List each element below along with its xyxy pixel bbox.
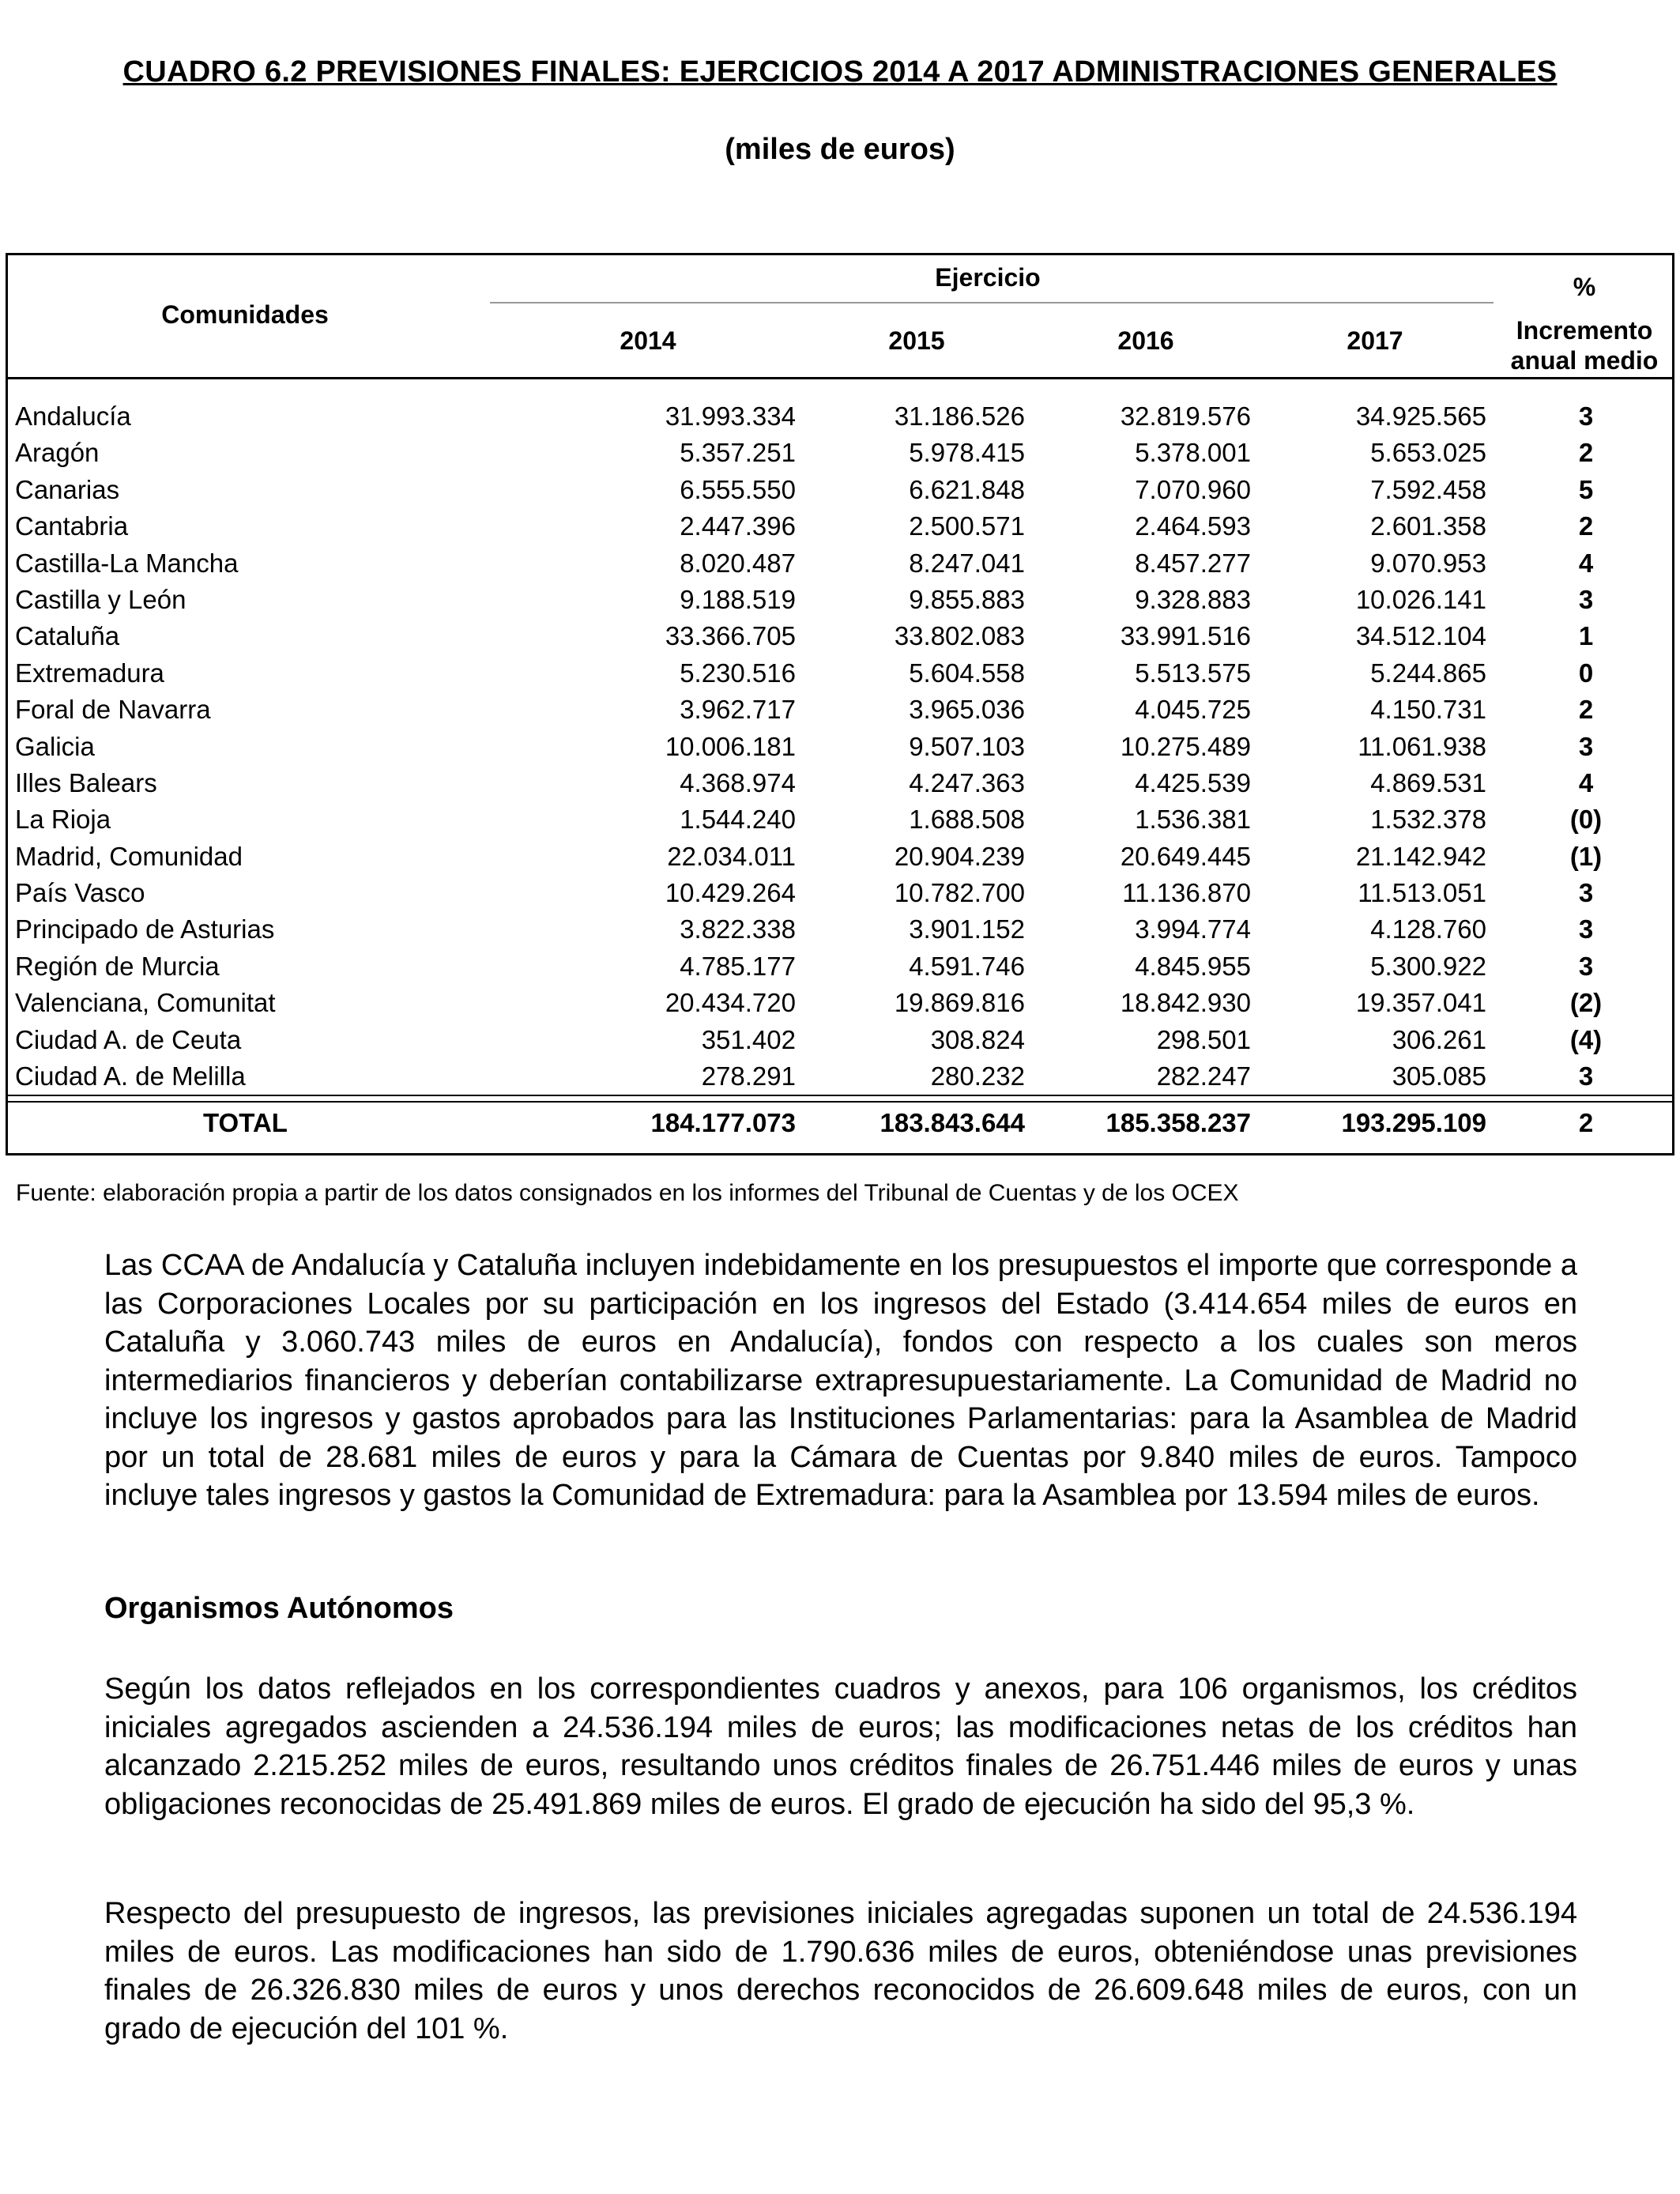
header-year-2014: 2014 bbox=[620, 326, 676, 355]
row-value-2016: 8.457.277 bbox=[1135, 548, 1251, 578]
row-name: Castilla-La Mancha bbox=[15, 548, 239, 578]
row-value-2014: 4.368.974 bbox=[680, 767, 796, 797]
table-row bbox=[6, 986, 1674, 1022]
row-value-2014: 8.020.487 bbox=[680, 548, 796, 578]
table-row bbox=[6, 912, 1674, 948]
row-value-2014: 5.230.516 bbox=[680, 658, 796, 688]
row-name: Cataluña bbox=[15, 621, 120, 651]
row-pct: (2) bbox=[1569, 988, 1603, 1018]
table-row bbox=[6, 656, 1674, 692]
header-pct-label-1: Incremento bbox=[1516, 316, 1653, 345]
table-row bbox=[6, 802, 1674, 839]
row-pct: 0 bbox=[1578, 658, 1594, 688]
row-value-2015: 9.855.883 bbox=[909, 584, 1025, 614]
row-value-2017: 1.532.378 bbox=[1370, 805, 1486, 835]
table-row bbox=[6, 1023, 1674, 1059]
row-value-2016: 298.501 bbox=[1156, 1024, 1251, 1054]
row-value-2015: 20.904.239 bbox=[894, 841, 1025, 871]
row-pct: 1 bbox=[1578, 621, 1594, 651]
table-row bbox=[6, 619, 1674, 655]
row-name: Andalucía bbox=[15, 401, 131, 431]
row-value-2017: 2.601.358 bbox=[1370, 511, 1486, 541]
table-body bbox=[6, 399, 1674, 1095]
row-name: Madrid, Comunidad bbox=[15, 841, 243, 871]
row-value-2016: 9.328.883 bbox=[1135, 584, 1251, 614]
row-value-2015: 1.688.508 bbox=[909, 805, 1025, 835]
row-value-2017: 34.925.565 bbox=[1355, 401, 1486, 431]
row-value-2017: 19.357.041 bbox=[1355, 988, 1486, 1018]
row-value-2017: 306.261 bbox=[1392, 1024, 1486, 1054]
row-name: País Vasco bbox=[15, 878, 145, 908]
header-pct-label-2: anual medio bbox=[1510, 346, 1659, 375]
row-value-2016: 33.991.516 bbox=[1120, 621, 1251, 651]
table-row bbox=[6, 473, 1674, 509]
ejercicio-header-rule bbox=[490, 302, 1494, 303]
row-value-2015: 4.591.746 bbox=[909, 951, 1025, 981]
row-value-2015: 4.247.363 bbox=[909, 767, 1025, 797]
table-row bbox=[6, 876, 1674, 912]
row-value-2015: 5.604.558 bbox=[909, 658, 1025, 688]
table-row bbox=[6, 729, 1674, 766]
row-value-2014: 22.034.011 bbox=[667, 841, 796, 871]
header-ejercicio: Ejercicio bbox=[935, 263, 1041, 292]
row-value-2016: 2.464.593 bbox=[1135, 511, 1251, 541]
row-value-2016: 20.649.445 bbox=[1120, 841, 1251, 871]
row-value-2017: 9.070.953 bbox=[1370, 548, 1486, 578]
row-value-2014: 3.822.338 bbox=[680, 914, 796, 944]
row-value-2016: 10.275.489 bbox=[1120, 731, 1251, 761]
row-value-2015: 3.965.036 bbox=[909, 695, 1025, 725]
row-name: La Rioja bbox=[15, 805, 111, 835]
row-pct: 3 bbox=[1578, 401, 1594, 431]
row-name: Castilla y León bbox=[15, 584, 186, 614]
row-value-2017: 5.244.865 bbox=[1370, 658, 1486, 688]
row-pct: 2 bbox=[1578, 511, 1594, 541]
paragraph-ingresos: Respecto del presupuesto de ingresos, las previsiones iniciales agregadas suponen un total de 24.536.194 miles de euros. Las modificaciones han sido de 1.790.636 miles de euros, obteniéndose unas previsiones finales de 26.326.830 miles de euros y unos derechos reconocidos de 26.609.648 miles de euros, con un grado de ejecución del 101 %. bbox=[104, 1897, 1577, 2045]
row-value-2014: 33.366.705 bbox=[665, 621, 796, 651]
row-value-2016: 5.513.575 bbox=[1135, 658, 1251, 688]
row-value-2017: 34.512.104 bbox=[1355, 621, 1486, 651]
row-value-2016: 11.136.870 bbox=[1122, 878, 1251, 908]
header-year-2015: 2015 bbox=[888, 326, 945, 355]
row-name: Extremadura bbox=[15, 658, 164, 688]
header-bottom-rule bbox=[6, 377, 1674, 379]
total-2015: 183.843.644 bbox=[880, 1108, 1025, 1137]
row-name: Illes Balears bbox=[15, 767, 157, 797]
row-value-2017: 5.300.922 bbox=[1370, 951, 1486, 981]
total-2016: 185.358.237 bbox=[1106, 1108, 1251, 1137]
total-pct: 2 bbox=[1578, 1108, 1594, 1137]
row-pct: 3 bbox=[1578, 878, 1594, 908]
row-value-2015: 31.186.526 bbox=[894, 401, 1025, 431]
row-value-2016: 5.378.001 bbox=[1135, 438, 1251, 468]
row-pct: (1) bbox=[1569, 841, 1603, 871]
row-pct: 5 bbox=[1578, 474, 1594, 504]
table-row bbox=[6, 692, 1674, 729]
table-row bbox=[6, 582, 1674, 619]
row-value-2015: 308.824 bbox=[930, 1024, 1025, 1054]
paragraph-ccaa: Las CCAA de Andalucía y Cataluña incluyen indebidamente en los presupuestos el importe que corresponde a las Corporaciones Locales por su participación en los ingresos del Estado (3.414.654 miles de euros en Cataluña y 3.060.743 miles de euros en Andalucía), fondos con respecto a los cuales son meros intermediarios financieros y deberían contabilizarse extrapresupuestariamente. La Comunidad de Madrid no incluye los ingresos y gastos aprobados para las Instituciones Parlamentarias: para la Asamblea de Madrid por un total de 28.681 miles de euros y para la Cámara de Cuentas por 9.840 miles de euros. Tampoco incluye tales ingresos y gastos la Comunidad de Extremadura: para la Asamblea por 13.594 miles de euros. bbox=[104, 1249, 1577, 1512]
table-row bbox=[6, 435, 1674, 472]
row-name: Ciudad A. de Ceuta bbox=[15, 1024, 242, 1054]
row-value-2015: 5.978.415 bbox=[909, 438, 1025, 468]
table-row bbox=[6, 509, 1674, 545]
row-value-2014: 278.291 bbox=[701, 1061, 796, 1091]
row-value-2014: 3.962.717 bbox=[680, 695, 796, 725]
row-pct: 2 bbox=[1578, 438, 1594, 468]
document-subtitle: (miles de euros) bbox=[725, 133, 955, 166]
row-value-2016: 4.425.539 bbox=[1135, 767, 1251, 797]
row-value-2014: 351.402 bbox=[701, 1024, 796, 1054]
row-value-2017: 4.128.760 bbox=[1370, 914, 1486, 944]
row-value-2014: 10.429.264 bbox=[665, 878, 796, 908]
row-value-2014: 20.434.720 bbox=[665, 988, 796, 1018]
row-value-2015: 6.621.848 bbox=[909, 474, 1025, 504]
row-pct: 3 bbox=[1578, 1061, 1594, 1091]
row-value-2017: 5.653.025 bbox=[1370, 438, 1486, 468]
total-2014: 184.177.073 bbox=[650, 1108, 796, 1137]
row-value-2017: 21.142.942 bbox=[1355, 841, 1486, 871]
row-pct: 4 bbox=[1578, 767, 1594, 797]
row-value-2016: 4.045.725 bbox=[1135, 695, 1251, 725]
row-value-2015: 19.869.816 bbox=[894, 988, 1025, 1018]
row-value-2014: 6.555.550 bbox=[680, 474, 796, 504]
total-label: TOTAL bbox=[203, 1108, 288, 1137]
row-name: Valenciana, Comunitat bbox=[15, 988, 276, 1018]
row-name: Canarias bbox=[15, 474, 120, 504]
row-value-2015: 10.782.700 bbox=[894, 878, 1025, 908]
total-rule-bottom bbox=[6, 1101, 1674, 1103]
row-pct: 4 bbox=[1578, 548, 1594, 578]
row-name: Ciudad A. de Melilla bbox=[15, 1061, 246, 1091]
row-pct: 3 bbox=[1578, 584, 1594, 614]
table-total-row bbox=[6, 1108, 1674, 1148]
row-value-2014: 9.188.519 bbox=[680, 584, 796, 614]
row-pct: (0) bbox=[1569, 805, 1603, 835]
section-heading: Organismos Autónomos bbox=[104, 1592, 454, 1625]
source-note: Fuente: elaboración propia a partir de los datos consignados en los informes del Tribunal de Cuentas y de los OCEX bbox=[16, 1180, 1239, 1206]
row-value-2014: 2.447.396 bbox=[680, 511, 796, 541]
row-name: Región de Murcia bbox=[15, 951, 220, 981]
row-value-2014: 31.993.334 bbox=[665, 401, 796, 431]
row-value-2016: 282.247 bbox=[1156, 1061, 1251, 1091]
row-pct: (4) bbox=[1569, 1024, 1603, 1054]
paragraph-creditos: Según los datos reflejados en los correspondientes cuadros y anexos, para 106 organismos, los créditos iniciales agregados ascienden a 24.536.194 miles de euros; las modificaciones netas de los créditos han alcanzado 2.215.252 miles de euros, resultando unos créditos finales de 26.751.446 miles de euros y unas obligaciones reconocidas de 25.491.869 miles de euros. El grado de ejecución ha sido del 95,3 %. bbox=[104, 1672, 1577, 1821]
row-pct: 2 bbox=[1578, 695, 1594, 725]
row-value-2015: 8.247.041 bbox=[909, 548, 1025, 578]
row-value-2014: 4.785.177 bbox=[680, 951, 796, 981]
row-pct: 3 bbox=[1578, 731, 1594, 761]
row-value-2016: 7.070.960 bbox=[1135, 474, 1251, 504]
row-value-2017: 10.026.141 bbox=[1355, 584, 1486, 614]
row-name: Aragón bbox=[15, 438, 100, 468]
row-name: Foral de Navarra bbox=[15, 695, 211, 725]
row-pct: 3 bbox=[1578, 914, 1594, 944]
row-value-2017: 4.869.531 bbox=[1370, 767, 1486, 797]
row-value-2017: 7.592.458 bbox=[1370, 474, 1486, 504]
total-2017: 193.295.109 bbox=[1341, 1108, 1486, 1137]
row-pct: 3 bbox=[1578, 951, 1594, 981]
row-value-2014: 5.357.251 bbox=[680, 438, 796, 468]
table-row bbox=[6, 1059, 1674, 1095]
row-value-2016: 32.819.576 bbox=[1120, 401, 1251, 431]
table-row bbox=[6, 399, 1674, 435]
table-row bbox=[6, 546, 1674, 582]
row-value-2017: 11.513.051 bbox=[1358, 878, 1486, 908]
row-value-2014: 10.006.181 bbox=[665, 731, 796, 761]
row-value-2017: 11.061.938 bbox=[1358, 731, 1486, 761]
row-value-2015: 33.802.083 bbox=[894, 621, 1025, 651]
row-value-2016: 18.842.930 bbox=[1120, 988, 1251, 1018]
row-value-2016: 4.845.955 bbox=[1135, 951, 1251, 981]
row-value-2016: 3.994.774 bbox=[1135, 914, 1251, 944]
row-name: Cantabria bbox=[15, 511, 129, 541]
table-row bbox=[6, 766, 1674, 802]
header-comunidades: Comunidades bbox=[161, 300, 329, 329]
row-value-2017: 4.150.731 bbox=[1370, 695, 1486, 725]
document-title: CUADRO 6.2 PREVISIONES FINALES: EJERCICIOS 2014 A 2017 ADMINISTRACIONES GENERALES bbox=[122, 55, 1558, 89]
row-name: Principado de Asturias bbox=[15, 914, 275, 944]
header-year-2016: 2016 bbox=[1117, 326, 1174, 355]
table-row bbox=[6, 839, 1674, 876]
row-value-2015: 9.507.103 bbox=[909, 731, 1025, 761]
header-year-2017: 2017 bbox=[1347, 326, 1403, 355]
row-value-2015: 3.901.152 bbox=[909, 914, 1025, 944]
row-value-2016: 1.536.381 bbox=[1135, 805, 1251, 835]
row-value-2017: 305.085 bbox=[1392, 1061, 1486, 1091]
header-pct-symbol: % bbox=[1573, 273, 1596, 301]
row-value-2014: 1.544.240 bbox=[680, 805, 796, 835]
table-row bbox=[6, 949, 1674, 986]
row-value-2015: 280.232 bbox=[930, 1061, 1025, 1091]
row-name: Galicia bbox=[15, 731, 95, 761]
row-value-2015: 2.500.571 bbox=[909, 511, 1025, 541]
